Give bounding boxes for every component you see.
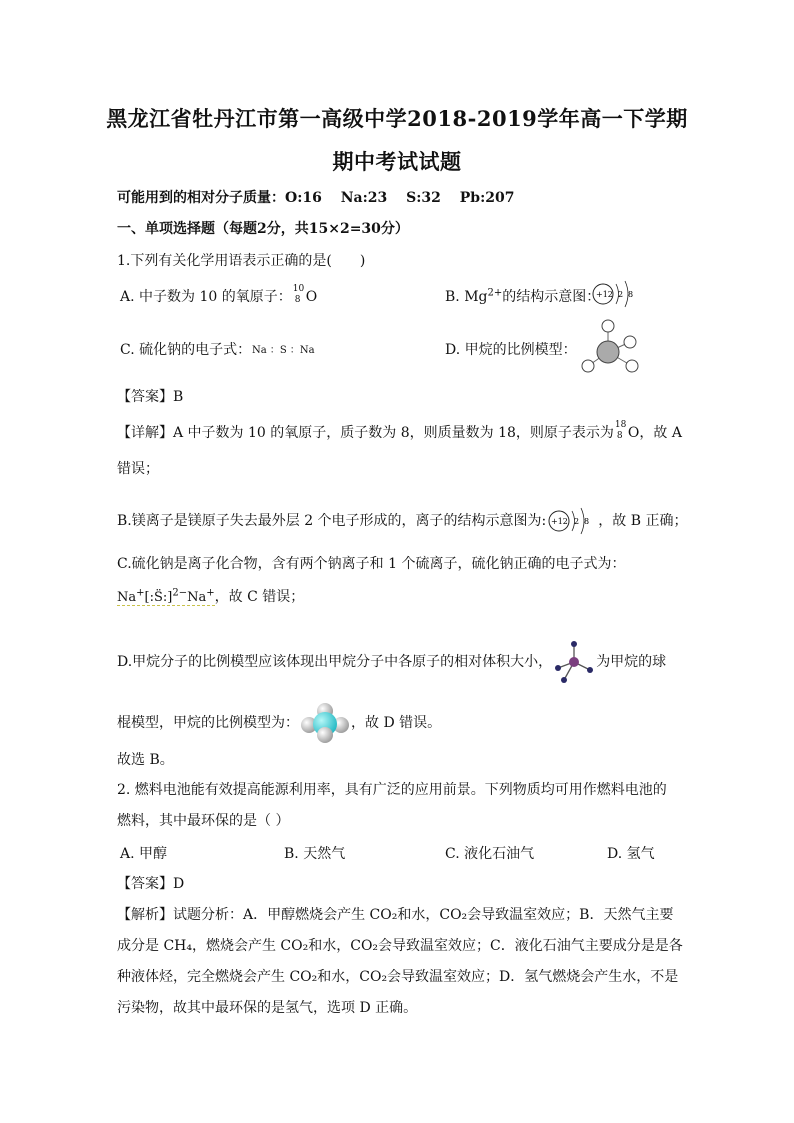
q1-option-a: A. 中子数为 10 的氧原子： 10 8 O — [120, 284, 318, 305]
methane-space-filling-image — [299, 703, 351, 743]
na2s-electron-formula-wrong: Na ：S ：Na — [252, 345, 315, 356]
q2-stem-line2: 燃料，其中最环保的是（ ） — [117, 813, 290, 829]
q1-detail-d-line1: D.甲烷分子的比例模型应该体现出甲烷分子中各原子的相对体积大小， 为甲烷的球 — [117, 640, 666, 684]
oxygen-18-isotope: 18 8 — [614, 420, 627, 441]
q1-option-d: D. 甲烷的比例模型： — [445, 342, 577, 358]
mg-ion-structure-diagram — [591, 278, 641, 310]
svg-text:2: 2 — [574, 517, 580, 526]
q1-detail-a-line1: 【详解】A 中子数为 10 的氧原子，质子数为 8，则质量数为 18，则原子表示为 18 8 O，故 A — [117, 420, 682, 441]
page-title-line1: 黑龙江省牡丹江市第一高级中学2018-2019学年高一下学期 — [106, 106, 688, 131]
q1-answer: 【答案】B — [117, 389, 184, 405]
q2-analysis-line1: 【解析】试题分析：A．甲醇燃烧会产生 CO₂和水，CO₂会导致温室效应；B．天然气主要 — [117, 907, 674, 923]
na2s-electron-formula-correct: Na+[:S̈:]$^{2-}$Na+ — [117, 587, 215, 605]
q1-detail-c-line1: C.硫化钠是离子化合物，含有两个钠离子和 1 个硫离子，硫化钠正确的电子式为： — [117, 556, 626, 572]
mg-ion-structure-diagram-2 — [546, 506, 598, 536]
q2-analysis-line3: 种液体烃，完全燃烧会产生 CO₂和水，CO₂会导致温室效应；D．氢气燃烧会产生水，不是 — [117, 969, 679, 985]
section-heading: 一、单项选择题（每题2分，共15×2=30分） — [117, 221, 409, 237]
svg-text:+12: +12 — [596, 290, 613, 299]
methane-model-image — [580, 316, 642, 376]
q2-option-c: C. 液化石油气 — [445, 846, 535, 862]
q1-option-a-text: A. 中子数为 10 的氧原子： — [120, 289, 292, 305]
q1-conclusion: 故选 B。 — [117, 752, 174, 768]
q1-option-b: B. $Mg^{2+}$的结构示意图： — [445, 287, 601, 305]
svg-text:+12: +12 — [551, 517, 569, 526]
q1-detail-c-line2: Na+[:S̈:]$^{2-}$Na+，故 C 错误； — [117, 587, 305, 605]
q1-detail-d-line2: 棍模型，甲烷的比例模型为： ，故 D 错误。 — [117, 703, 441, 743]
q2-option-b: B. 天然气 — [284, 846, 346, 862]
q2-analysis-line2: 成分是 CH₄，燃烧会产生 CO₂和水，CO₂会导致温室效应；C．液化石油气主要成分是是各 — [117, 938, 683, 954]
oxygen-isotope: 10 8 — [292, 284, 305, 305]
q2-analysis-line4: 污染物，故其中最环保的是氢气，选项 D 正确。 — [117, 1000, 418, 1016]
svg-text:8: 8 — [628, 290, 634, 299]
relative-masses: 可能用到的相对分子质量：O:16 Na:23 S:32 Pb:207 — [117, 190, 515, 206]
q2-option-a: A. 甲醇 — [120, 846, 168, 862]
q1-option-c: C. 硫化钠的电子式： — [120, 342, 252, 358]
page-title-line2: 期中考试试题 — [332, 149, 462, 174]
q1-detail-b: B.镁离子是镁原子失去最外层 2 个电子形成的，离子的结构示意图为: +12 2 8 ，故 B 正确； — [117, 506, 687, 536]
q1-stem: 1.下列有关化学用语表示正确的是( ) — [117, 253, 366, 269]
q2-stem-line1: 2. 燃料电池能有效提高能源利用率，具有广泛的应用前景。下列物质均可用作燃料电池的 — [117, 782, 667, 798]
methane-ball-stick-image — [552, 640, 596, 684]
svg-text:8: 8 — [584, 517, 590, 526]
q2-option-d: D. 氢气 — [607, 846, 655, 862]
q2-answer: 【答案】D — [117, 876, 185, 892]
q1-detail-a-line2: 错误； — [117, 461, 159, 477]
svg-text:2: 2 — [618, 290, 624, 299]
